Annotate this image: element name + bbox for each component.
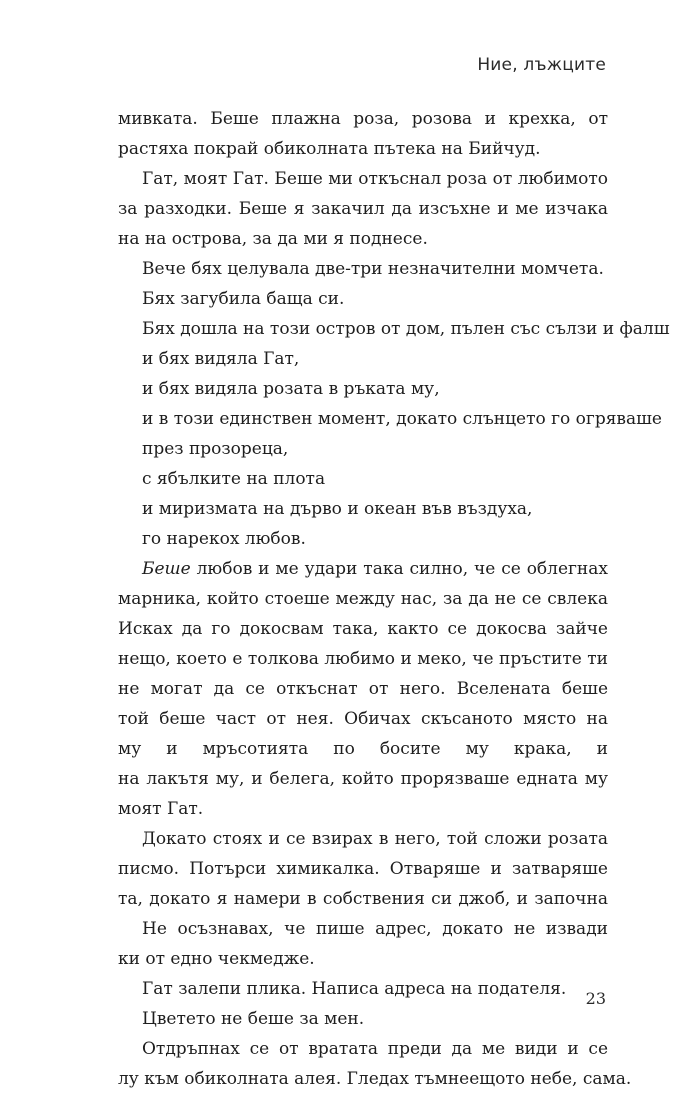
text-line [118, 194, 608, 224]
text-line [118, 884, 608, 914]
text-line-content: му и мръсотията по босите му крака, и [118, 739, 608, 759]
text-line-content: Бях загубила баща си. [142, 289, 345, 309]
text-line-content: марника, който стоеше между нас, за да не се свлека [118, 589, 608, 609]
text-line-content: и бях видяла розата в ръката му, [142, 379, 440, 399]
text-line [118, 914, 608, 944]
text-line-content: Гат залепи плика. Написа адреса на подателя. [142, 979, 567, 999]
text-line-content: Докато стоях и се взирах в него, той сложи розата [142, 829, 608, 849]
text-line-content: любов и ме удари така силно, че се облегнах [196, 559, 608, 579]
text-line [118, 854, 608, 884]
text-line-content: той беше част от нея. Обичах скъсаното място на [118, 709, 608, 729]
text-line [118, 974, 608, 1004]
text-line [118, 1064, 632, 1094]
text-line-content: Исках да го докосвам така, както се докосва зайче [118, 619, 608, 639]
text-line-content: ки от едно чекмедже. [118, 949, 315, 969]
text-line-content: Цветето не беше за мен. [142, 1009, 365, 1029]
text-line [118, 584, 608, 614]
text-line-content: Отдръпнах се от вратата преди да ме види и се [142, 1039, 608, 1059]
text-line [118, 824, 608, 854]
text-line-content: писмо. Потърси химикалка. Отваряше и затваряше [118, 859, 608, 879]
text-line-content: на на острова, за да ми я поднесе. [118, 229, 428, 249]
text-line [118, 434, 608, 464]
text-line [118, 674, 608, 704]
text-line [118, 224, 608, 254]
text-line [118, 104, 608, 134]
emphasis: Беше [142, 559, 191, 579]
text-line [118, 284, 608, 314]
body-text [118, 104, 670, 1094]
page-number: 23 [585, 989, 606, 1008]
text-line [118, 1004, 608, 1034]
text-line-content: Вече бях целувала две-три незначителни момчета. [142, 259, 604, 279]
text-line [118, 644, 608, 674]
text-line-content: за разходки. Беше я закачил да изсъхне и ме изчака [118, 199, 608, 219]
text-line [118, 464, 608, 494]
text-line [118, 704, 608, 734]
text-line [118, 314, 670, 344]
text-line [118, 734, 608, 764]
text-line-content: не могат да се откъснат от него. Вселената беше [118, 679, 608, 699]
text-line-content: го нарекох любов. [142, 529, 306, 549]
text-line [118, 944, 608, 974]
text-line [118, 614, 608, 644]
text-line-content: растяха покрай обиколната пътека на Бийчуд. [118, 139, 541, 159]
text-line [118, 134, 608, 164]
text-line-content: та, докато я намери в собствения си джоб, и започна [118, 889, 608, 909]
text-line [118, 554, 608, 584]
text-line [118, 374, 608, 404]
text-line [118, 1034, 608, 1064]
running-header: Ние, лъжците [477, 55, 606, 75]
text-line [118, 254, 608, 284]
text-line [118, 794, 608, 824]
text-line-content: Гат, моят Гат. Беше ми откъснал роза от любимото [142, 169, 608, 189]
text-line-content: с ябълките на плота [142, 469, 326, 489]
text-line-content: на лакътя му, и белега, който прорязваше едната му [118, 769, 608, 789]
text-line [118, 404, 662, 434]
text-line-content: и бях видяла Гат, [142, 349, 300, 369]
text-line [118, 164, 608, 194]
text-line-content: Бях дошла на този остров от дом, пълен със сълзи и фалш [142, 319, 670, 339]
text-line-content: и в този единствен момент, докато слънцето го огряваше [142, 409, 662, 429]
text-line [118, 344, 608, 374]
text-line-content: и миризмата на дърво и океан във въздуха, [142, 499, 533, 519]
text-line-content: нещо, което е толкова любимо и меко, че пръстите ти [118, 649, 608, 669]
text-line-content: лу към обиколната алея. Гледах тъмнеещото небе, сама. [118, 1069, 632, 1089]
text-line [118, 494, 608, 524]
text-line [118, 764, 608, 794]
text-line [118, 524, 608, 554]
text-line-content: моят Гат. [118, 799, 204, 819]
text-line-content: мивката. Беше плажна роза, розова и крехка, от [118, 109, 608, 129]
text-line-content: Не осъзнавах, че пише адрес, докато не извади [142, 919, 608, 939]
text-line-content: през прозореца, [142, 439, 289, 459]
